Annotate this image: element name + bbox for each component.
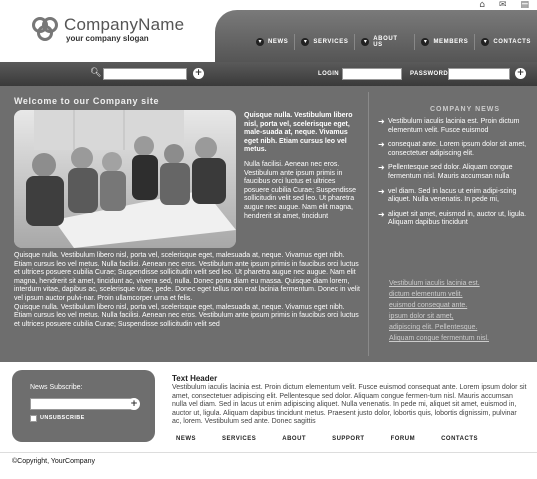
chevron-down-icon: ▾ xyxy=(301,38,309,46)
news-link[interactable]: adipiscing elit. Pellentesque. xyxy=(389,324,478,331)
arrow-right-icon: ➜ xyxy=(378,186,385,196)
company-name[interactable]: CompanyName xyxy=(64,15,185,34)
login-go-button[interactable]: + xyxy=(516,68,525,78)
chevron-down-icon: ▾ xyxy=(256,38,264,46)
body-text xyxy=(14,252,364,329)
text-body: Vestibulum iaculis lacinia est. Proin dictum elementum velit. Fusce euismod consequat ante. Lorem ipsum dolor sit amet, consectetuer adipiscing elit. Pellentesque sed dolor. Aliquam congue fermen-tum nisl. Mauris accumsan nulla vel diam. Sed in lacus ut enim adipiscing aliquet. Nulla venenatis. In pede mi, aliquet sit amet, euismod in, auctor ut, ligula. Aliquam dapibus tincidunt metus. Praesent justo dolor, lobortis quis, lobortis dignissim, pulvinar ac, lorem. Vestibulum sed ante. Donec sagittis xyxy=(172,384,527,426)
news-item-text: consequat ante. Lorem ipsum dolor sit amet, consectetuer adipiscing elit. xyxy=(388,141,527,157)
nav-label: MEMBERS xyxy=(433,39,469,45)
search-go-button[interactable]: + xyxy=(194,68,203,78)
subscribe-title: News Subscribe: xyxy=(30,384,83,391)
news-link[interactable]: euismod consequat ante. xyxy=(389,302,468,309)
intro-text xyxy=(244,112,362,221)
footer-nav-forum[interactable]: FORUM xyxy=(390,436,416,442)
login-label: LOGIN xyxy=(318,71,339,77)
mail-icon[interactable]: ✉ xyxy=(498,0,507,10)
search-input[interactable] xyxy=(103,68,187,80)
bottom-section xyxy=(0,362,537,452)
chevron-down-icon: ▾ xyxy=(421,38,429,46)
copyright: ©Copyright, YourCompany xyxy=(12,458,95,465)
chevron-down-icon: ▾ xyxy=(361,38,369,46)
arrow-right-icon: ➜ xyxy=(378,209,385,219)
header xyxy=(0,0,537,62)
footer-nav-support[interactable]: SUPPORT xyxy=(332,436,365,442)
news-title: COMPANY NEWS xyxy=(430,106,501,113)
subscribe-email-input[interactable] xyxy=(30,398,136,410)
body-paragraph-2: Quisque nulla. Vestibulum libero nisl, porta vel, scelerisque eget, malesuada at, neque. Vivamus eget nibh. Etiam cursus leo vel metus. Nulla facilisi. Aenean nec eros. Vestibulum ante ipsum primis in faucibus orci luctus et ultrices posuere cubilia Curae; Suspendisse sollicitudin velit sed xyxy=(14,303,359,328)
body-paragraph-1: Quisque nulla. Vestibulum libero nisl, porta vel, scelerisque eget, malesuada at, neque. Vivamus eget nibh. Etiam cursus leo vel metus. Nulla facilisi. Aenean nec eros. Vestibulum ante ipsum primis in faucibus orci luctus et ultrices posuere cubilia Curae; Suspendisse sollicitudin velit sed leo. Ut pharetra augue nec augue. Nam elit magna, hendrerit sit amet, tincidunt ac, viverra sed, nulla. Donec porta diam eu massa. Quisque diam lorem, interdum vitae, dapibus ac, scelerisque vitae, pede. Donec eget tellus non erat lacinia fermentum. Donec in velit vel ipsum auctor pulvi-nar. Proin ullamcorper urna et felis. xyxy=(14,252,360,302)
list-item xyxy=(378,141,528,158)
subscribe-button[interactable]: + xyxy=(128,398,140,410)
nav-label: SERVICES xyxy=(313,39,349,45)
sitemap-icon[interactable]: ▤ xyxy=(520,0,529,10)
list-item xyxy=(378,211,528,228)
home-icon[interactable]: ⌂ xyxy=(479,0,485,10)
divider xyxy=(0,452,537,453)
intro-bold: Quisque nulla. Vestibulum libero nisl, porta vel, scelerisque eget, male-suada at, neque. Vivamus eget nibh. Etiam cursus leo vel metus. xyxy=(244,112,353,154)
news-link[interactable]: ipsum dolor sit amet, xyxy=(389,313,454,320)
arrow-right-icon: ➜ xyxy=(378,140,385,150)
footer-nav-contacts[interactable]: CONTACTS xyxy=(441,436,478,442)
nav-item-services[interactable] xyxy=(294,34,354,50)
footer-nav xyxy=(176,436,478,442)
nav-label: NEWS xyxy=(268,39,289,45)
company-slogan: your company slogan xyxy=(66,34,149,43)
news-list xyxy=(378,118,528,234)
arrow-right-icon: ➜ xyxy=(378,163,385,173)
news-link[interactable]: Aliquam congue fermentum nisl. xyxy=(389,335,489,342)
footer-nav-services[interactable]: SERVICES xyxy=(222,436,257,442)
nav-item-members[interactable] xyxy=(414,34,474,50)
list-item xyxy=(378,164,528,181)
password-label: PASSWORD xyxy=(410,71,449,77)
news-item-text: aliquet sit amet, euismod in, auctor ut, ligula. Aliquam dapibus tincidunt xyxy=(388,210,527,227)
news-item-text: Vestibulum iaculis lacinia est. Proin dictum elementum velit. Fusce euismod xyxy=(388,118,520,134)
chevron-down-icon: ▾ xyxy=(481,38,489,46)
news-item-text: vel diam. Sed in lacus ut enim adipi-scing aliquet. Nulla venenatis. In pede mi, xyxy=(388,187,517,204)
footer-nav-about[interactable]: ABOUT xyxy=(282,436,307,442)
search-login-bar xyxy=(0,62,537,86)
page-title: Welcome to our Company site xyxy=(14,96,160,106)
main-content xyxy=(0,86,537,362)
intro-body: Nulla facilisi. Aenean nec eros. Vestibulum ante ipsum primis in faucibus orci luctus et ultrices posuere cubilia Curae; Suspendisse sollicitudin velit sed leo. Ut pharetra augue nec augue. Nam elit magna, hendrerit sit amet, tincidunt xyxy=(244,160,357,220)
list-item xyxy=(378,188,528,205)
nav-item-about-us[interactable] xyxy=(354,34,414,50)
news-links xyxy=(389,278,534,344)
main-nav xyxy=(250,34,537,50)
top-icons xyxy=(479,0,529,10)
subscribe-box xyxy=(12,370,155,442)
list-item xyxy=(378,118,528,135)
divider xyxy=(368,92,369,356)
team-photo xyxy=(14,110,236,248)
login-field[interactable] xyxy=(342,68,402,80)
nav-label: ABOUT US xyxy=(373,36,398,48)
footer-nav-news[interactable]: NEWS xyxy=(176,436,196,442)
text-header: Text Header xyxy=(172,374,218,383)
nav-item-contacts[interactable] xyxy=(474,34,537,50)
news-link[interactable]: dictum elementum velit. xyxy=(389,291,463,298)
password-field[interactable] xyxy=(448,68,510,80)
nav-label: CONTACTS xyxy=(493,39,531,45)
arrow-right-icon: ➜ xyxy=(378,117,385,126)
news-item-text: Pellentesque sed dolor. Aliquam congue fermentum nisl. Mauris accumsan nulla xyxy=(388,164,513,180)
unsubscribe-label: UNSUBSCRIBE xyxy=(40,415,85,421)
nav-item-news[interactable] xyxy=(250,34,294,50)
company-logo-icon[interactable] xyxy=(30,16,60,42)
unsubscribe-checkbox[interactable] xyxy=(30,415,37,422)
search-icon: 🔍︎ xyxy=(90,68,102,78)
news-link[interactable]: Vestibulum iaculis lacinia est. xyxy=(389,280,480,287)
